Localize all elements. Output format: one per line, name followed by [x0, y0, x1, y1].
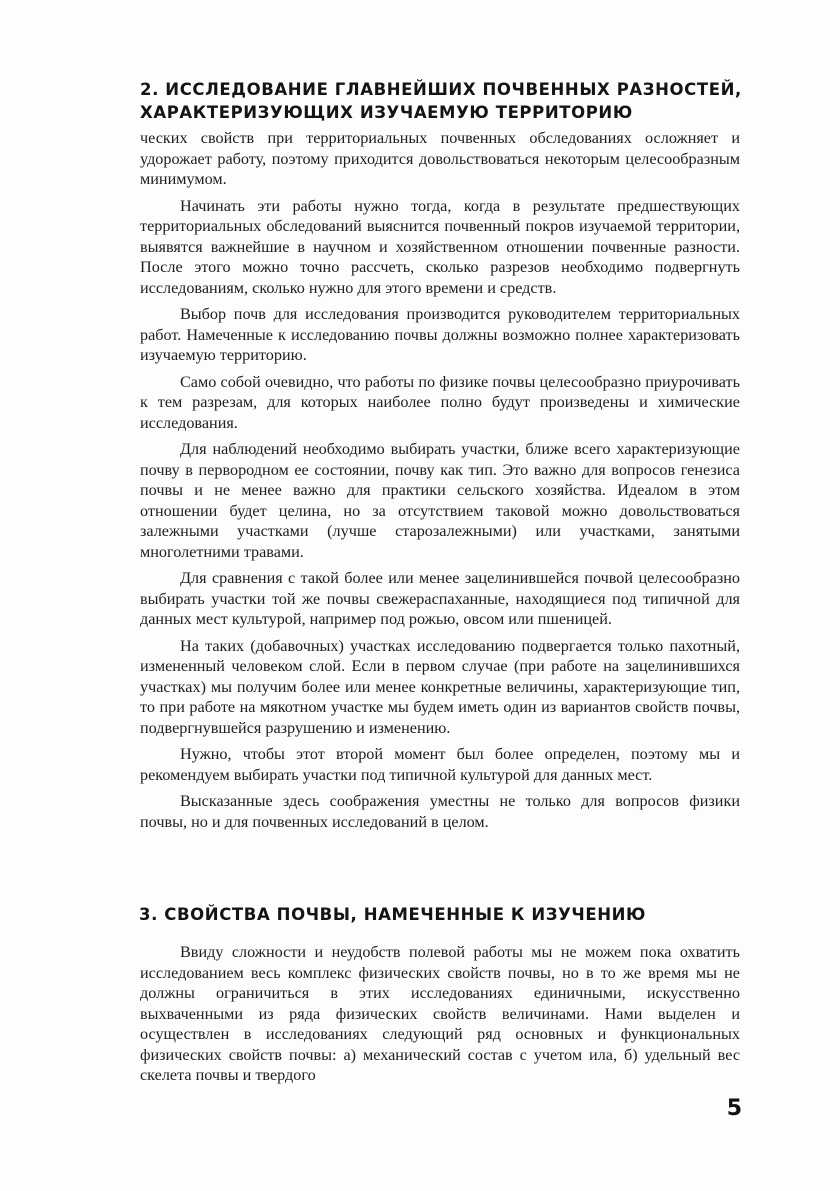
section-heading-2 — [140, 78, 742, 124]
paragraph: Само собой очевидно, что работы по физике почвы целесообразно приурочивать к тем разрезам, для которых наиболее полно будут произведены и химические исследования. — [140, 372, 740, 432]
paragraph: Ввиду сложности и неудобств полевой работы мы не можем пока охватить исследованием весь комплекс физических свойств почвы, но в то же время мы не должны ограничиться в этих исследованиях единичными, искусственно выхваченными из ряда физических свойств величинами. Нами выделен и осуществлен в исследованиях следующий ряд основных и функциональных физических свойств почвы: а) механический состав с учетом ила, б) удельный вес скелета почвы и твердого — [140, 943, 740, 1084]
paragraph: Выбор почв для исследования производится руководителем территориальных работ. Намеченные к исследованию почвы должны возможно полнее характеризовать изучаемую территорию. — [140, 305, 740, 364]
paragraph: Высказанные здесь соображения уместны не только для вопросов физики почвы, но и для почвенных исследований в целом. — [140, 792, 740, 831]
paragraph: Начинать эти работы нужно тогда, когда в результате предшествующих территориальных обследований выяснится почвенный покров изучаемой территории, выявятся важнейшие в научном и хозяйственном отношении почвенные разности. После этого можно точно рассчеть, сколько разрезов необходимо подвергнуть исследованиям, сколько нужно для этого времени и средств. — [140, 196, 740, 297]
page-number: 5 — [726, 1096, 742, 1121]
heading-line: 2. ИССЛЕДОВАНИЕ ГЛАВНЕЙШИХ ПОЧВЕННЫХ РАЗНОСТЕЙ, — [140, 80, 742, 99]
paragraph: На таких (добавочных) участках исследованию подвергается только пахотный, измененный человеком слой. Если в первом случае (при работе на зацелинившихся участках) мы получим более или менее конкретные величины, характеризующие тип, то при работе на мякотном участке мы будем иметь один из вариантов свойств почвы, подвергнувшейся разрушению и изменению. — [140, 636, 740, 737]
paragraph: Для сравнения с такой более или менее зацелинившейся почвой целесообразно выбирать участки той же почвы свежераспаханные, находящиеся под типичной для данных мест культурой, например под рожью, овсом или пшеницей. — [140, 569, 740, 628]
paragraph: Для наблюдений необходимо выбирать участки, ближе всего характеризующие почву в первородном ее состоянии, почву как тип. Это важно для вопросов генезиса почвы и не менее важно для практики сельского хозяйства. Идеалом в этом отношении будет целина, но за отсутствием таковой можно довольствоваться залежными участками (лучше старозалежными) или участками, занятыми многолетними травами. — [140, 440, 740, 561]
paragraph: Нужно, чтобы этот второй момент был более определен, поэтому мы и рекомендуем выбирать участки под типичной культурой для данных мест. — [140, 745, 740, 784]
section-heading-3: 3. СВОЙСТВА ПОЧВЫ, НАМЕЧЕННЫЕ К ИЗУЧЕНИЮ — [139, 905, 647, 924]
paragraph: ческих свойств при территориальных почвенных обследованиях осложняет и удорожает работу, поэтому приходится довольствоваться некоторым целесообразным минимумом. — [140, 129, 740, 188]
heading-line: ХАРАКТЕРИЗУЮЩИХ ИЗУЧАЕМУЮ ТЕРРИТОРИЮ — [140, 103, 633, 122]
section-2-body — [140, 128, 740, 838]
section-3-body — [140, 942, 740, 1092]
